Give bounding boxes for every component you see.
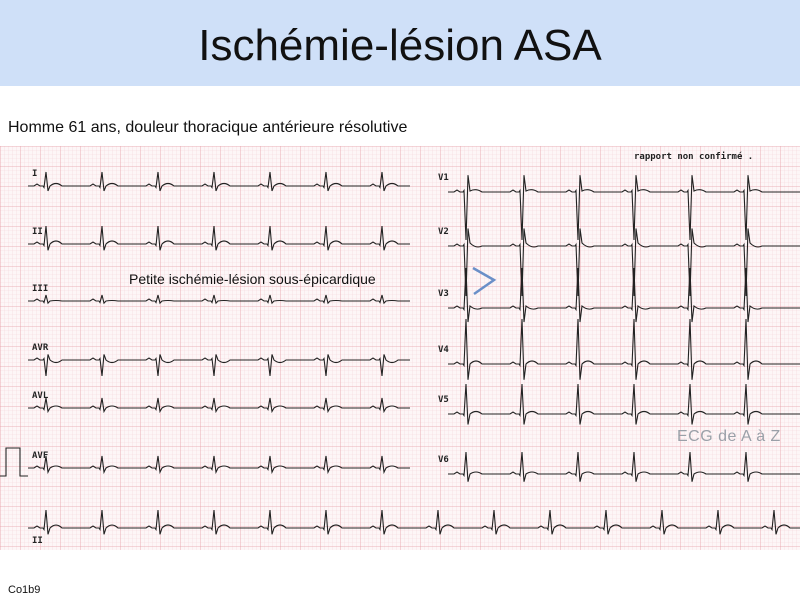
lead-label-v3: V3 bbox=[438, 289, 449, 299]
lead-label-avf: AVF bbox=[32, 451, 49, 461]
lead-label-v4: V4 bbox=[438, 345, 449, 355]
lead-label-iii: III bbox=[32, 284, 49, 294]
slide-title: Ischémie-lésion ASA bbox=[198, 21, 602, 70]
report-status: rapport non confirmé . bbox=[634, 152, 754, 162]
lead-label-avl: AVL bbox=[32, 391, 49, 401]
lead-label-avr: AVR bbox=[32, 343, 49, 353]
lead-label-v2: V2 bbox=[438, 227, 449, 237]
lead-label-v1: V1 bbox=[438, 173, 449, 183]
ecg-tracing bbox=[0, 146, 800, 550]
lead-label-rhythm-ii: II bbox=[32, 536, 43, 546]
ecg-annotation: Petite ischémie-lésion sous-épicardique bbox=[129, 271, 376, 287]
ecg-svg bbox=[0, 146, 800, 550]
lead-label-v5: V5 bbox=[438, 395, 449, 405]
slide-footer: Co1b9 bbox=[8, 584, 41, 596]
lead-label-ii: II bbox=[32, 227, 43, 237]
slide-subtitle: Homme 61 ans, douleur thoracique antérieure résolutive bbox=[8, 119, 408, 136]
lead-label-v6: V6 bbox=[438, 455, 449, 465]
ecg-grid bbox=[0, 146, 800, 550]
watermark: ECG de A à Z bbox=[677, 428, 781, 445]
lead-label-i: I bbox=[32, 169, 38, 179]
